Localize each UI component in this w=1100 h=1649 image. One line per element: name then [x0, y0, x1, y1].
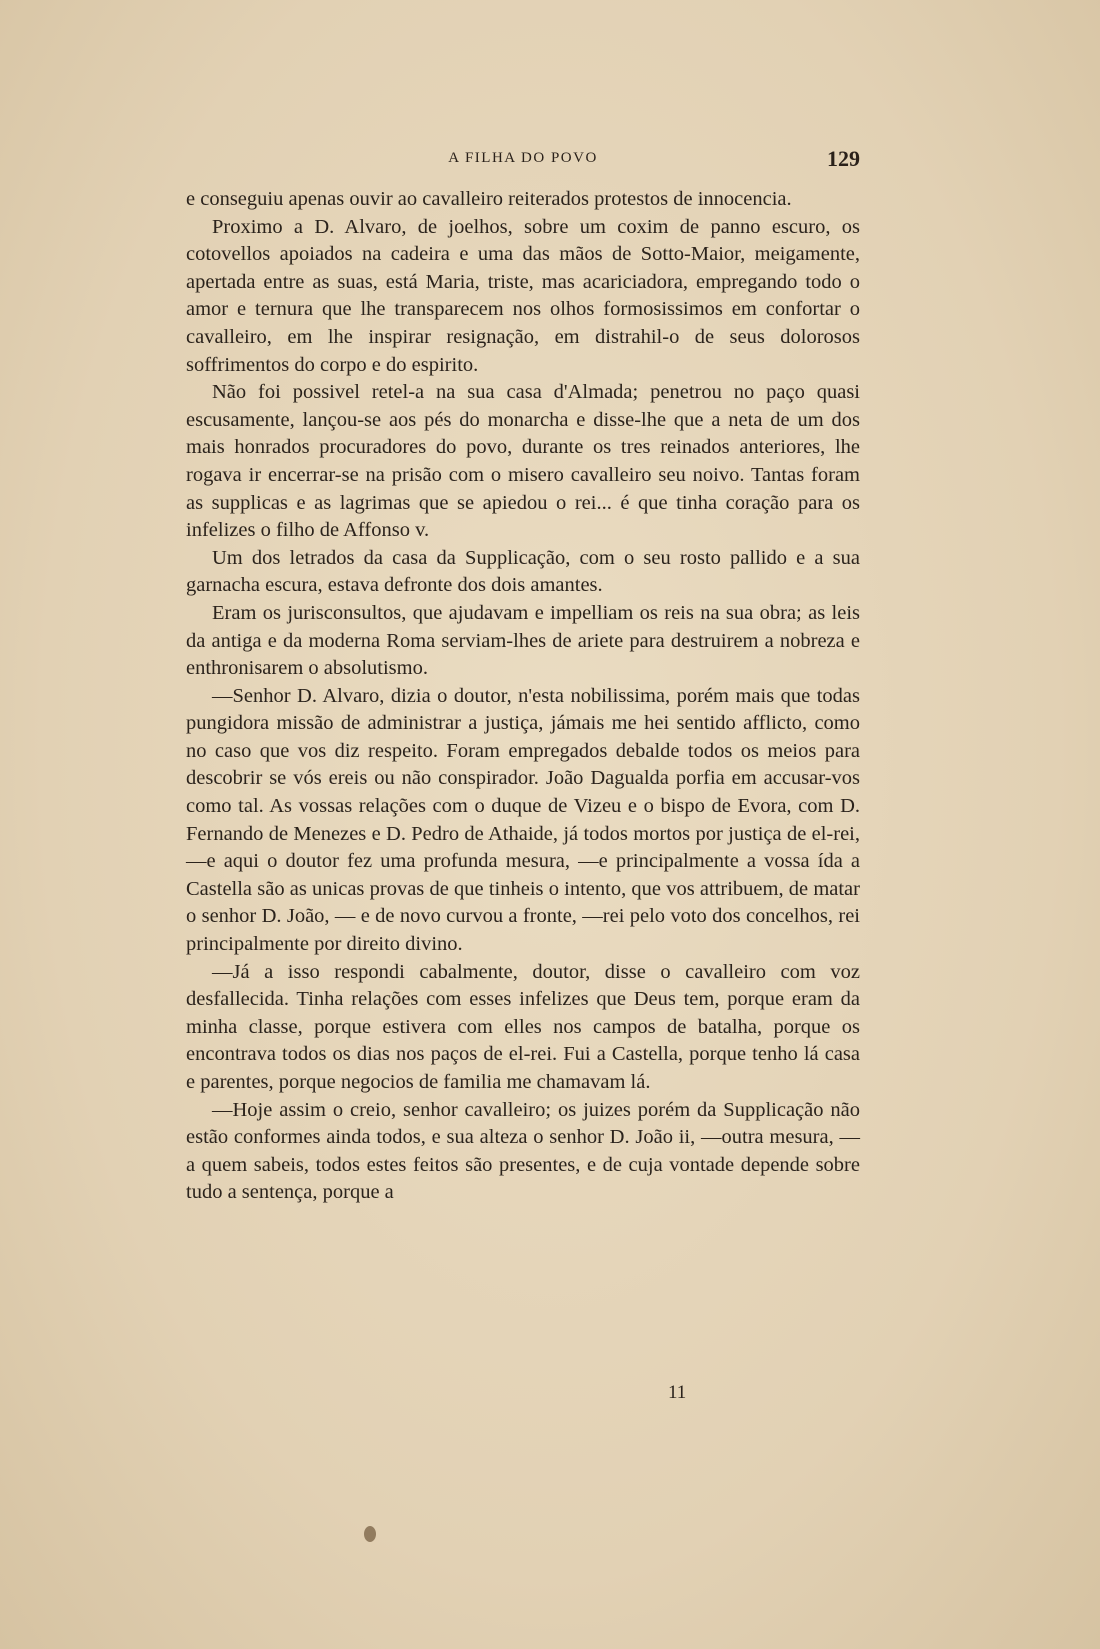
ink-stain [364, 1526, 376, 1542]
page-header [186, 146, 860, 176]
paragraph: —Hoje assim o creio, senhor cavalleiro; os juizes porém da Supplicação não estão conformes ainda todos, e sua alteza o senhor D. João ii, —outra mesura, —a quem sabeis, todos estes feitos são presentes, e de cuja vontade depende sobre tudo a sentença, porque a [186, 1098, 860, 1204]
paragraph: Eram os jurisconsultos, que ajudavam e impelliam os reis na sua obra; as leis da antiga e da moderna Roma serviam-lhes de ariete para destruirem a nobreza e enthronisarem o absolutismo. [186, 601, 860, 680]
paragraph: e conseguiu apenas ouvir ao cavalleiro reiterados protestos de innocencia. [186, 188, 792, 210]
signature-mark: 11 [668, 1382, 687, 1403]
running-title: A FILHA DO POVO [448, 150, 598, 166]
paragraph: —Senhor D. Alvaro, dizia o doutor, n'esta nobilissima, porém mais que todas pungidora missão de administrar a justiça, jámais me hei sentido afflicto, como no caso que vos diz respeito. Foram empregados debalde todos os meios para descobrir se vós ereis ou não conspirador. João Dagualda porfia em accusar-vos como tal. As vossas relações com o duque de Vizeu e o bispo de Evora, com D. Fernando de Menezes e D. Pedro de Athaide, já todos mortos por justiça de el-rei, —e aqui o doutor fez uma profunda mesura, —e principalmente a vossa ída a Castella são as unicas provas de que tinheis o intento, que vos attribuem, de matar o senhor D. João, — e de novo curvou a fronte, —rei pelo voto dos concelhos, rei principalmente por direito divino. [186, 684, 860, 956]
paragraph: Proximo a D. Alvaro, de joelhos, sobre um coxim de panno escuro, os cotovellos apoiados na cadeira e uma das mãos de Sotto-Maior, meigamente, apertada entre as suas, está Maria, triste, mas acariciadora, empregando todo o amor e ternura que lhe transparecem nos olhos formosissimos em confortar o cavalleiro, em lhe inspirar resignação, em distrahil-o de seus dolorosos soffrimentos do corpo e do espirito. [186, 215, 860, 376]
paragraph: Não foi possivel retel-a na sua casa d'Almada; penetrou no paço quasi escusamente, lançou-se aos pés do monarcha e disse-lhe que a neta de um dos mais honrados procuradores do povo, durante os tres reinados anteriores, lhe rogava ir encerrar-se na prisão com o misero cavalleiro seu noivo. Tantas foram as supplicas e as lagrimas que se apiedou o rei... é que tinha coração para os infelizes o filho de Affonso v. [186, 381, 860, 542]
body-text [186, 186, 860, 1207]
page-number: 129 [827, 146, 860, 171]
paragraph: Um dos letrados da casa da Supplicação, com o seu rosto pallido e a sua garnacha escura, estava defronte dos dois amantes. [186, 546, 860, 597]
paragraph: —Já a isso respondi cabalmente, doutor, disse o cavalleiro com voz desfallecida. Tinha relações com esses infelizes que Deus tem, porque eram da minha classe, porque estivera com elles nos campos de batalha, porque os encontrava todos os dias nos paços de el-rei. Fui a Castella, porque tenho lá casa e parentes, porque negocios de familia me chamavam lá. [186, 960, 860, 1093]
